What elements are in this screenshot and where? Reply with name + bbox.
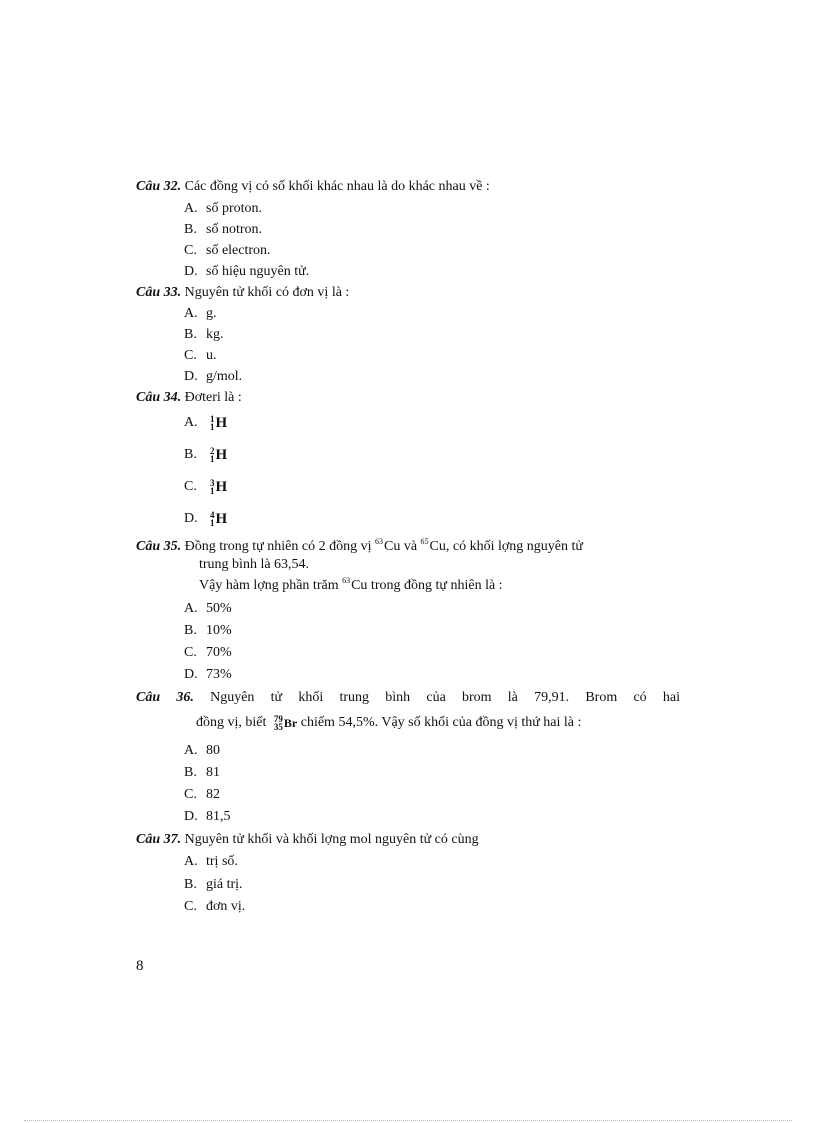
- q35-option-b: B. 10%: [184, 623, 232, 638]
- q33-option-b: B. kg.: [184, 327, 224, 342]
- q37-option-c: C. đơn vị.: [184, 899, 246, 914]
- isotope-symbol: 79 35 Br: [273, 714, 298, 732]
- question-text: Nguyên tử khối và khối lợng mol nguyên tử có cùng: [184, 832, 479, 847]
- question-34: [136, 389, 242, 407]
- page-bottom-divider: [24, 1120, 792, 1121]
- question-35: Câu 35. Đồng trong tự nhiên có 2 đồng vị $^{63}$Cu và $^{65}$Cu, có khối lợng nguyên tử: [136, 537, 583, 554]
- q34-option-d: D. 4 1 H: [184, 510, 228, 528]
- question-text: Nguyên tử khối có đơn vị là :: [184, 285, 350, 300]
- question-number: Câu 32.: [136, 179, 182, 194]
- q32-option-a: A. số proton.: [184, 201, 262, 216]
- question-number: Câu 33.: [136, 285, 182, 300]
- question-35-continuation: trung bình là 63,54.: [199, 557, 310, 572]
- question-33: [136, 284, 349, 302]
- q36-option-d: D. 81,5: [184, 809, 231, 824]
- q35-option-c: C. 70%: [184, 645, 232, 660]
- q33-option-d: D. g/mol.: [184, 369, 243, 384]
- question-text: Các đồng vị có số khối khác nhau là do khác nhau về :: [184, 179, 490, 194]
- isotope-symbol: 2 1 H: [210, 446, 228, 464]
- question-number: Câu 36.: [136, 690, 194, 705]
- q36-option-a: A. 80: [184, 743, 220, 758]
- q37-option-b: B. giá trị.: [184, 877, 243, 892]
- q34-option-c: C. 3 1 H: [184, 478, 228, 496]
- q32-option-b: B. số notron.: [184, 222, 262, 237]
- question-32: [136, 178, 490, 196]
- q33-option-c: C. u.: [184, 348, 217, 363]
- question-36: [136, 689, 680, 707]
- page-number: 8: [136, 958, 144, 974]
- q32-option-d: D. số hiệu nguyên tử.: [184, 264, 310, 279]
- question-36-continuation: đồng vị, biết 79 35 Br chiếm 54,5%. Vậy số khối của đồng vị thứ hai là :: [196, 714, 582, 732]
- q36-option-b: B. 81: [184, 765, 220, 780]
- q33-option-a: A. g.: [184, 306, 217, 321]
- q36-option-c: C. 82: [184, 787, 220, 802]
- question-number: Câu 34.: [136, 390, 182, 405]
- q34-option-a: A. 1 1 H: [184, 414, 228, 432]
- question-35-prompt: Vậy hàm lợng phần trăm $^{63}$Cu trong đồng tự nhiên là :: [199, 576, 503, 593]
- isotope-symbol: 3 1 H: [210, 478, 228, 496]
- question-text: Đơteri là :: [184, 390, 242, 405]
- question-number: Câu 37.: [136, 832, 182, 847]
- isotope-symbol: 1 1 H: [210, 414, 228, 432]
- q32-option-c: C. số electron.: [184, 243, 271, 258]
- question-37: [136, 831, 479, 849]
- question-text: Nguyên tử khối trung bình của brom là 79,91. Brom có hai: [210, 690, 681, 705]
- q34-option-b: B. 2 1 H: [184, 446, 228, 464]
- q35-option-d: D. 73%: [184, 667, 232, 682]
- q37-option-a: A. trị số.: [184, 854, 238, 869]
- isotope-symbol: 4 1 H: [210, 510, 228, 528]
- question-number: Câu 35.: [136, 539, 182, 554]
- q35-option-a: A. 50%: [184, 601, 232, 616]
